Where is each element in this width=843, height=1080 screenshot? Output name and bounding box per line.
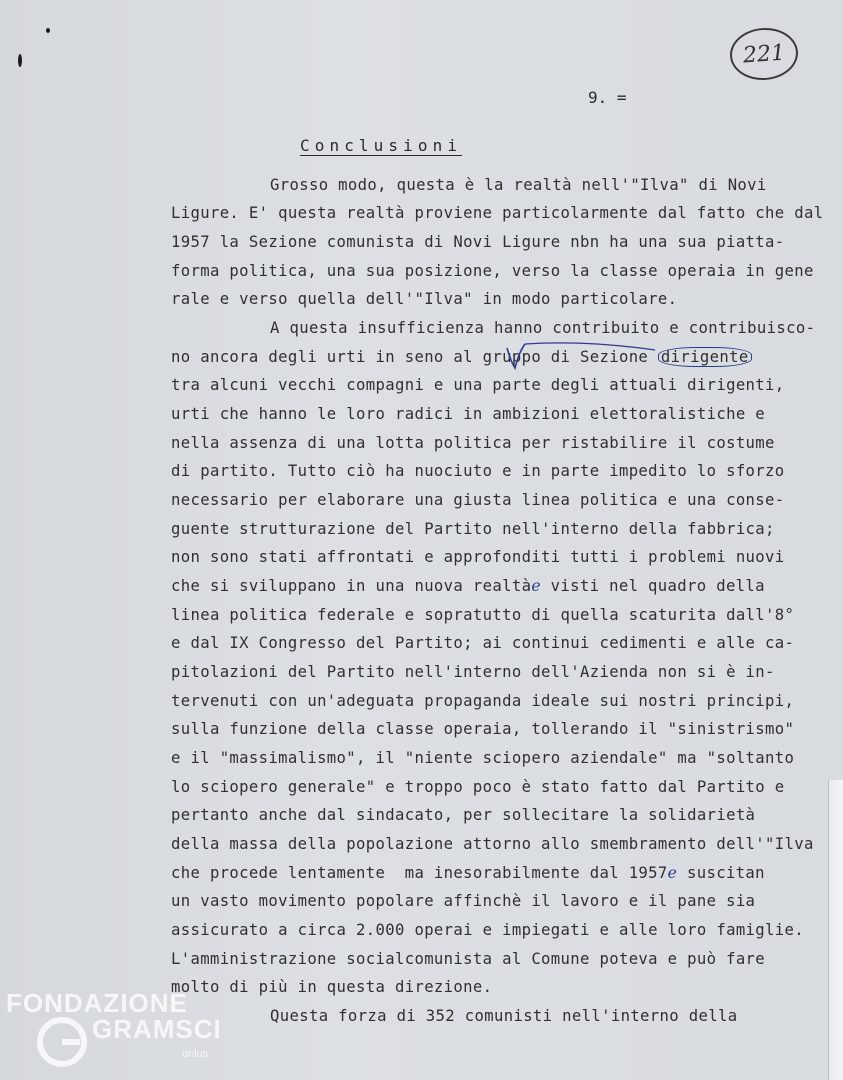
section-heading: Conclusioni <box>300 136 463 155</box>
text-line: pertanto anche dal sindacato, per sollecitare la solidarietà <box>171 806 756 824</box>
foundation-watermark <box>6 988 222 1076</box>
watermark-suffix: onlus <box>182 1048 209 1060</box>
text-line: urti che hanno le loro radici in ambizioni elettoralistiche e <box>171 405 766 423</box>
text-line: Ligure. E' questa realtà proviene particolarmente dal fatto che dal <box>171 204 824 222</box>
archive-number-stamp: 221 <box>728 26 799 83</box>
page-edge <box>828 780 843 1080</box>
text-line: di partito. Tutto ciò ha nuociuto e in parte impedito lo sforzo <box>171 462 785 480</box>
text-line: L'amministrazione socialcomunista al Comune poteva e può fare <box>171 950 766 968</box>
text-segment: che si sviluppano in una nuova realtà <box>171 577 532 595</box>
text-line: tervenuti con un'adeguata propaganda ideale sui nostri principi, <box>171 692 795 710</box>
ink-speck <box>18 54 22 67</box>
text-line: e il "massimalismo", il "niente sciopero aziendale" ma "soltanto <box>171 749 795 767</box>
handwritten-insertion-mark <box>505 342 665 372</box>
text-line: A questa insufficienza hanno contribuito e contribuisco- <box>270 319 816 337</box>
text-line: tra alcuni vecchi compagni e una parte degli attuali dirigenti, <box>171 376 785 394</box>
text-line: non sono stati affrontati e approfonditi tutti i problemi nuovi <box>171 548 785 566</box>
text-line: nella assenza di una lotta politica per ristabilire il costume <box>171 434 775 452</box>
text-segment: suscitan <box>677 864 765 882</box>
text-line <box>171 864 765 882</box>
ink-speck <box>46 28 50 33</box>
text-line: necessario per elaborare una giusta linea politica e una conse- <box>171 491 785 509</box>
text-line: Questa forza di 352 comunisti nell'interno della <box>270 1007 738 1025</box>
text-segment: che procede lentamente ma inesorabilmente dal 1957 <box>171 864 668 882</box>
text-line: sulla funzione della classe operaia, tollerando il "sinistrismo" <box>171 720 795 738</box>
text-line: pitolazioni del Partito nell'interno dell'Azienda non si è in- <box>171 663 775 681</box>
text-line: Grosso modo, questa è la realtà nell'"Ilva" di Novi <box>270 176 767 194</box>
text-segment: no ancora degli urti in seno al gruppo di Sezione <box>171 348 658 366</box>
watermark-subtitle: GRAMSCI <box>92 1014 222 1044</box>
text-line: rale e verso quella dell'"Ilva" in modo particolare. <box>171 290 678 308</box>
text-line: guente strutturazione del Partito nell'interno della fabbrica; <box>171 520 775 538</box>
text-line: e dal IX Congresso del Partito; ai continui cedimenti e alle ca- <box>171 634 795 652</box>
text-line: lo sciopero generale" e troppo poco è stato fatto dal Partito e <box>171 778 785 796</box>
text-line: forma politica, una sua posizione, verso la classe operaia in gene <box>171 262 814 280</box>
text-line: molto di più in questa direzione. <box>171 978 493 996</box>
handwritten-correction: e <box>531 577 541 595</box>
watermark-title: FONDAZIONE <box>6 988 188 1018</box>
text-segment: visti nel quadro della <box>540 577 765 595</box>
text-line <box>171 577 765 595</box>
handwritten-correction: e <box>667 864 678 882</box>
text-line: assicurato a circa 2.000 operai e impiegati e alle loro famiglie. <box>171 921 804 939</box>
page-number: 9. = <box>588 88 627 107</box>
text-line: della massa della popolazione attorno allo smembramento dell'"Ilva <box>171 835 814 853</box>
circled-word: dirigente <box>658 347 752 367</box>
text-line: linea politica federale e sopratutto di quella scaturita dall'8° <box>171 606 795 624</box>
foundation-logo-icon <box>36 1016 88 1068</box>
text-line: 1957 la Sezione comunista di Novi Ligure nbn ha una sua piatta- <box>171 233 785 251</box>
text-line: un vasto movimento popolare affinchè il lavoro e il pane sia <box>171 892 756 910</box>
